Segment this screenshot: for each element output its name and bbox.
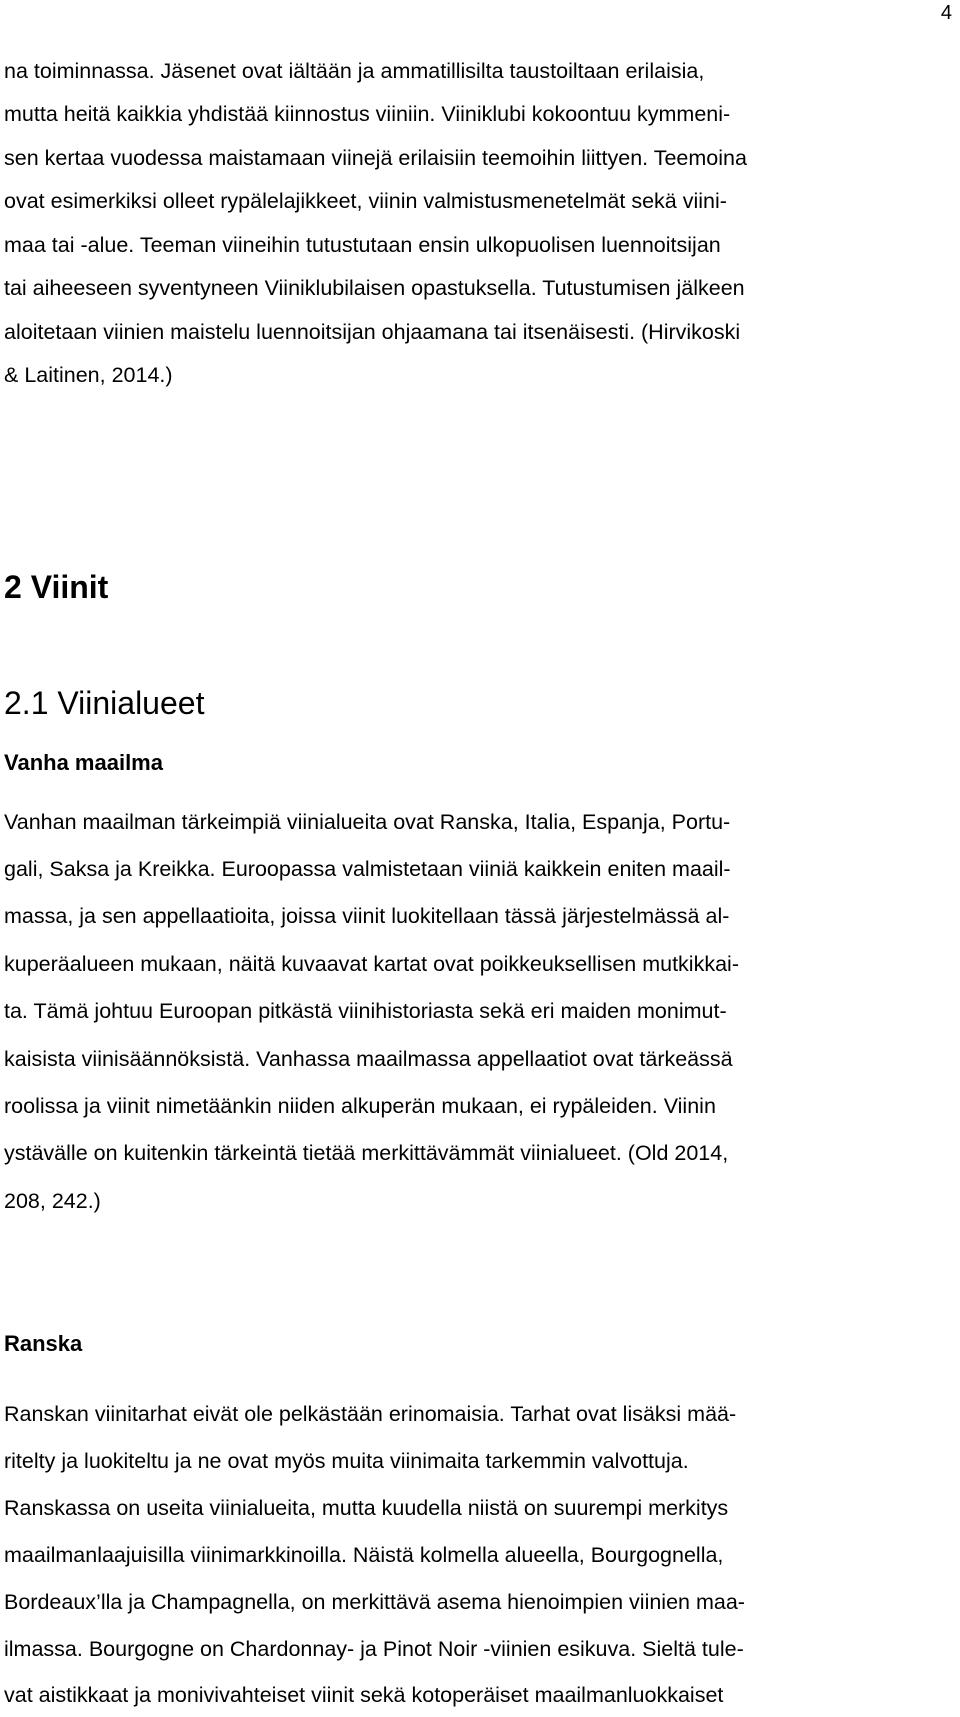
text-line: ilmassa. Bourgogne on Chardonnay- ja Pinot Noir -viinien esikuva. Sieltä tule-: [4, 1637, 744, 1661]
heading-subsection-old-world: Vanha maailma: [4, 750, 163, 775]
text-line: gali, Saksa ja Kreikka. Euroopassa valmistetaan viiniä kaikkein eniten maail-: [4, 857, 731, 881]
text-line: 208, 242.): [4, 1189, 101, 1213]
text-line: maailmanlaajuisilla viinimarkkinoilla. Näistä kolmella alueella, Bourgognella,: [4, 1543, 724, 1567]
heading-chapter: 2 Viinit: [4, 569, 109, 605]
text-line: massa, ja sen appellaatioita, joissa viinit luokitellaan tässä järjestelmässä al-: [4, 904, 730, 928]
text-line: ystävälle on kuitenkin tärkeintä tietää merkittävämmät viinialueet. (Old 2014,: [4, 1141, 729, 1165]
page-number: 4: [940, 2, 952, 24]
text-line: Vanhan maailman tärkeimpiä viinialueita ovat Ranska, Italia, Espanja, Portu-: [4, 810, 731, 834]
text-line: vat aistikkaat ja monivivahteiset viinit sekä kotoperäiset maailmanluokkaiset: [4, 1683, 724, 1707]
text-line: mutta heitä kaikkia yhdistää kiinnostus viiniin. Viiniklubi kokoontuu kymmeni-: [4, 102, 731, 126]
text-line: & Laitinen, 2014.): [4, 363, 173, 387]
text-line: Ranskassa on useita viinialueita, mutta kuudella niistä on suurempi merkitys: [4, 1496, 729, 1520]
text-line: aloitetaan viinien maistelu luennoitsijan ohjaamana tai itsenäisesti. (Hirvikoski: [4, 320, 741, 344]
text-line: Ranskan viinitarhat eivät ole pelkästään erinomaisia. Tarhat ovat lisäksi mää-: [4, 1402, 737, 1426]
text-line: tai aiheeseen syventyneen Viiniklubilaisen opastuksella. Tutustumisen jälkeen: [4, 276, 745, 300]
text-line: Bordeaux’lla ja Champagnella, on merkittävä asema hienoimpien viinien maa-: [4, 1590, 745, 1614]
text-line: maa tai -alue. Teeman viineihin tutustutaan ensin ulkopuolisen luennoitsijan: [4, 233, 721, 257]
text-line: ritelty ja luokiteltu ja ne ovat myös muita viinimaita tarkemmin valvottuja.: [4, 1449, 689, 1473]
text-line: roolissa ja viinit nimetäänkin niiden alkuperän mukaan, ei rypäleiden. Viinin: [4, 1094, 716, 1118]
text-line: kuperäalueen mukaan, näitä kuvaavat kartat ovat poikkeuksellisen mutkikkai-: [4, 952, 739, 976]
text-line: kaisista viinisäännöksistä. Vanhassa maailmassa appellaatiot ovat tärkeässä: [4, 1047, 733, 1071]
heading-section: 2.1 Viinialueet: [4, 685, 205, 721]
text-line: na toiminnassa. Jäsenet ovat iältään ja ammatillisilta taustoiltaan erilaisia,: [4, 59, 705, 83]
text-line: ta. Tämä johtuu Euroopan pitkästä viinihistoriasta sekä eri maiden monimut-: [4, 999, 727, 1023]
text-line: sen kertaa vuodessa maistamaan viinejä erilaisiin teemoihin liittyen. Teemoina: [4, 146, 747, 170]
heading-subsection-france: Ranska: [4, 1331, 83, 1356]
text-line: ovat esimerkiksi olleet rypälelajikkeet, viinin valmistusmenetelmät sekä viini-: [4, 189, 727, 213]
